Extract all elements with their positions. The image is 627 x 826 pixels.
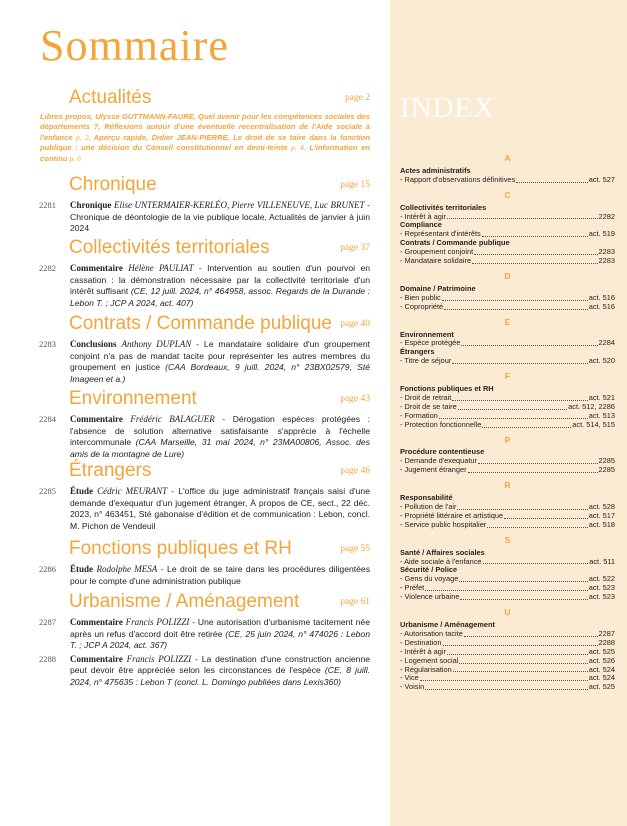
index-entry[interactable] [400,674,615,683]
article-text: - Une autorisation d'urbanisme tacitement née après un refus d'accord doit être retirée [70,617,370,639]
index-leader-dots [453,666,588,673]
index-category: Compliance [400,220,442,230]
article-text: - Intervention au soutien d'un pourvoi en cassation : la démonstration nécessaire par la collectivité territoriale d'un intérêt suffisant [70,263,370,297]
index-entry-label: - Destination [400,638,442,647]
section-header [0,460,390,484]
section [0,538,390,587]
index-entry-label: - Droit de retrait [400,393,452,402]
article-entry[interactable] [0,486,390,532]
article-kind: Conclusions [70,339,117,349]
index-category: Sécurité / Police [400,565,458,575]
article-body [70,263,370,309]
index-entry[interactable] [400,683,615,692]
article-author: Rodolphe MESA [96,564,158,574]
index-leader-dots [468,466,598,473]
index-entry[interactable] [400,294,615,303]
section-title[interactable]: Chronique [69,174,157,195]
article-entry[interactable] [0,200,390,235]
index-letter: E [504,316,511,327]
article-kind: Commentaire [70,263,123,273]
index-entry-ref: act. 518 [588,520,615,529]
index-entry-ref: act. 523 [588,593,615,602]
index-entry-label: - Logement social [400,656,459,665]
index-leader-dots [452,394,587,401]
actu-page-1: p. 2, [76,132,91,142]
article-number: 2288 [39,653,56,664]
index-entry[interactable] [400,248,615,257]
index-leader-dots [425,584,587,591]
index-entry[interactable] [400,357,615,366]
index-entry-ref: act. 526 [588,656,615,665]
section-header [0,174,390,198]
article-entry[interactable] [0,339,390,385]
index-leader-dots [443,639,598,646]
article-citation: (CE, 12 juill. 2024, n° 464958, assoc. Regards de la Durande : Lebon T. ; JCP A 2024, act. 407) [70,286,370,308]
index-letter: R [504,480,511,491]
index-entry[interactable] [400,666,615,675]
index-letter: D [504,270,511,281]
section-actualites [0,87,390,164]
index-leader-dots [472,257,597,264]
index-entry-label: - Protection fonctionnelle [400,420,482,429]
index-entry-label: - Service public hospitalier [400,520,487,529]
section-title[interactable]: Fonctions publiques et RH [69,538,292,559]
index-entry-label: - Rapport d'observations définitives [400,175,516,184]
section [0,591,390,689]
index-entry-label: - Vice [400,674,419,683]
article-body [70,654,370,689]
section-page: page 61 [340,597,370,607]
index-entry-label: - Demande d'exequatur [400,457,478,466]
article-text: - Dérogation espèces protégées : l'absence de solution alternative satisfaisante s'apprécie à l'échelle intercommunale [70,414,370,448]
article-body [70,414,370,460]
index-leader-dots [458,403,567,410]
article-author: Cédric MEURANT [97,486,168,496]
index-leader-dots [482,421,571,428]
index-leader-dots [516,176,587,183]
section [0,460,390,532]
article-body [70,339,370,385]
article-number: 2287 [39,617,56,627]
index-leader-dots [483,558,589,565]
index-entry-label: - Aide sociale à l'enfance [400,557,482,566]
index-category: Contrats / Commande publique [400,238,510,248]
index-entry-ref: act. 522 [588,575,615,584]
index-entry-label: - Copropriété [400,302,444,311]
index-entry-ref: act. 511 [589,557,615,566]
article-kind: Commentaire [70,414,123,424]
section-header [0,237,390,261]
article-author: Hélène PAULIAT [128,263,194,273]
index-entry-label: - Droit de se taire [400,402,457,411]
index-letter: P [504,434,511,445]
section-title[interactable]: Contrats / Commande publique [69,313,332,334]
index-entry[interactable] [400,521,615,530]
index-entry-ref: act. 524 [588,665,615,674]
article-text: - Le mandataire solidaire d'un groupement conjoint n'a pas de mandat tacite pour représenter les autres membres du groupement en justice [70,339,370,373]
section-page: page 15 [340,180,370,190]
article-number: 2282 [39,263,56,273]
section-header [0,87,390,111]
index-entry[interactable] [400,412,615,421]
index-entry-label: - Formation [400,411,438,420]
index-entry-ref: act. 525 [588,683,615,692]
index-entry[interactable] [400,630,615,639]
index-entry-ref: 2283 [598,257,615,266]
index-leader-dots [457,503,587,510]
index-entry-ref: act. 527 [588,175,615,184]
index-leader-dots [504,512,588,519]
index-entry[interactable] [400,176,615,185]
index-category: Actes administratifs [400,165,471,175]
index-entry[interactable] [400,593,615,602]
index-leader-dots [459,575,587,582]
index-entry-label: - Pollution de l'air [400,503,457,511]
article-author: Frédéric BALAGUER [130,414,215,424]
actualites-text [40,112,370,164]
article-entry[interactable] [0,414,390,460]
index-entry-ref: act. 516 [588,302,615,311]
index-entry-ref: 2285 [598,457,615,466]
index-letter: S [504,534,511,545]
index-entry-ref: act. 512, 2286 [568,402,615,411]
section-page: page 43 [340,394,370,404]
section [0,313,390,385]
article-author: Elise UNTERMAIER-KERLÉO, Pierre VILLENEUVE, Luc BRUNET [113,200,365,210]
article-entry[interactable] [0,564,390,587]
index-entry-ref: act. 524 [588,674,615,683]
index-entry-ref: 2284 [598,339,615,348]
article-text: - L'office du juge administratif français saisi d'une demande d'exequatur d'un jugement étranger, À propos de CE, sect., 22 déc. 2023, n° 463451, Sté gabonaise d'édition et de communication : Lebon, concl. M. Pichon de Vendeuil [70,486,370,531]
index-entry-label: - Titre de séjour [400,357,452,366]
index-leader-dots [447,213,598,220]
index-entry-label: - Gens du voyage [400,575,459,584]
index-entry[interactable] [400,303,615,312]
index-leader-dots [487,521,587,528]
index-category: Procédure contentieuse [400,447,485,457]
index-entry-label: - Jugement étranger [400,466,467,475]
index-entry-label: - Groupement conjoint [400,248,474,257]
actu-text-2: Aperçu rapide, Didier JEAN-PIERRE, Le droit de se taire dans la fonction publique : une décision du Conseil constitutionnel en demi-teinte [40,132,371,153]
index-leader-dots [447,648,588,655]
index-entry-ref: act. 514, 515 [572,420,615,429]
article-kind: Étude [70,486,94,496]
index-entry[interactable] [400,648,615,657]
article-entry[interactable] [0,654,390,689]
index-entry-label: - Propriété littéraire et artistique [400,511,504,520]
index-entry[interactable] [400,639,615,648]
actu-text-3: L'information en continu [40,143,370,163]
section-page: page 40 [340,319,370,329]
index-entry-label: - Violence urbaine [400,593,460,602]
index-category: Étrangers [400,347,435,357]
index-entry-label: - Espèce protégée [400,339,461,348]
section-title[interactable]: Urbanisme / Aménagement [69,591,300,612]
section-page: page 55 [340,544,370,554]
article-text: - La destination d'une construction ancienne peut devoir être appréciée selon les circonstances de l'espèce [70,653,370,676]
index-title: INDEX [400,92,496,124]
article-body [70,486,370,532]
article-number: 2283 [39,339,56,349]
index-entry-ref: act. 513 [588,411,615,420]
article-text: - Le droit de se taire dans les procédures diligentées pour le compte d'une administration publique [70,564,370,586]
article-citation: (CE, 25 juin 2024, n° 474026 : Lebon T. ; JCP A 2024, act. 367) [70,628,370,651]
article-number: 2285 [39,486,56,496]
index-entry-ref: 2282 [598,212,615,221]
section-header [0,591,390,615]
index-entry-label: - Autorisation tacite [400,629,463,638]
index-leader-dots [425,683,587,690]
section-title[interactable]: Collectivités territoriales [69,237,270,258]
index-letter: C [504,189,511,200]
section-page: page 46 [340,466,370,476]
article-number: 2284 [39,414,56,424]
index-category: Santé / Affaires sociales [400,547,485,557]
index-leader-dots [442,294,588,301]
index-entry-label: - Représentant d'intérêts [400,230,481,239]
index-category: Responsabilité [400,493,453,503]
index-entry[interactable] [400,394,615,403]
index-entry-ref: 2288 [598,638,615,647]
index-entry[interactable] [400,575,615,584]
index-entry[interactable] [400,584,615,593]
index-category: Fonctions publiques et RH [400,384,494,394]
article-author: Francis POLIZZI [126,653,192,664]
index-entry-ref: 2285 [598,466,615,475]
index-entry[interactable] [400,457,615,466]
page-title: Sommaire [40,21,229,70]
index-category: Collectivités territoriales [400,202,487,212]
index-entry[interactable] [400,257,615,266]
index-entry-label: - Préfet [400,584,425,593]
index-entry-ref: 2287 [598,629,615,638]
index-entry-label: - Intérêt à agir [400,647,447,656]
index-leader-dots [482,230,588,237]
article-kind: Commentaire [70,617,123,627]
section-header [0,388,390,412]
article-entry[interactable] [0,263,390,309]
article-citation: (CE, 8 juill. 2024, n° 475635 : Lebon T (concl. L. Domingo publiées dans Lexis360) [70,665,370,687]
article-kind: Chronique [70,200,112,210]
index-leader-dots [460,593,587,600]
section-title[interactable]: Étrangers [69,460,152,481]
index-entry-ref: act. 517 [588,511,615,520]
article-body [70,200,370,235]
article-entry[interactable] [0,617,390,652]
index-entry-label: - Bien public [400,293,441,302]
index-list [400,148,615,692]
actu-page-3: p. 6 [69,153,81,163]
index-leader-dots [461,339,597,346]
index-leader-dots [444,303,588,310]
index-entry-ref: 2283 [598,248,615,257]
index-leader-dots [464,630,598,637]
section-page: page 2 [344,93,370,103]
article-text: - Chronique de déontologie de la vie publique locale, Actualités de janvier à juin 2024 [70,200,371,234]
section-title[interactable]: Actualités [69,87,152,108]
index-entry-label: - Intérêt à agir [400,212,447,221]
index-leader-dots [420,674,588,681]
index-category: Environnement [400,329,454,339]
section [0,388,390,460]
section-title[interactable]: Environnement [69,388,197,409]
index-entry[interactable] [400,512,615,521]
index-category: Urbanisme / Aménagement [400,619,496,629]
index-leader-dots [474,248,597,255]
index-entry[interactable] [400,403,615,412]
index-leader-dots [459,657,587,664]
index-entry-label: - Mandataire solidaire [400,257,472,266]
index-column [390,0,627,826]
index-letter: A [504,153,511,163]
index-entry-ref: act. 520 [588,357,615,366]
index-entry-ref: act. 521 [588,393,615,402]
article-body [70,564,370,587]
index-leader-dots [452,357,587,364]
index-entry-ref: act. 528 [588,503,615,511]
index-leader-dots [478,457,598,464]
index-entry[interactable] [400,657,615,666]
section-header [0,538,390,562]
index-entry-ref: act. 523 [588,584,615,593]
article-author: Anthony DUPLAN [121,339,192,349]
index-entry[interactable] [400,466,615,475]
index-letter: F [504,371,511,382]
article-number: 2281 [39,200,56,210]
section-page: page 37 [340,243,370,253]
index-entry[interactable] [400,503,615,512]
article-citation: (CAA Bordeaux, 9 juill. 2024, n° 23BX02579, Sté Imageen et a.) [70,362,370,384]
index-letter: U [504,607,511,618]
actu-page-2: p. 4, [291,143,306,153]
index-leader-dots [439,412,588,419]
index-entry-ref: act. 516 [588,293,615,302]
article-kind: Commentaire [70,653,123,664]
section [0,237,390,309]
article-author: Francis POLIZZI [125,617,190,627]
index-entry[interactable] [400,421,615,430]
section-header [0,313,390,337]
section [0,174,390,235]
actu-text-1: Libres propos, Ulysse GUTTMANN-FAURE, Quel avenir pour les compétences sociales des départements ?, Réflexions autour d'une éventuelle recentralisation de l'Aide sociale à l'enfance [40,112,370,142]
index-category: Domaine / Patrimoine [400,283,476,293]
index-entry-ref: act. 525 [588,647,615,656]
index-entry-label: - Voisin [400,683,425,692]
article-citation: (CAA Marseille, 31 mai 2024, n° 23MA00806, Assoc. des amis de la montagne de Lure) [70,437,371,459]
article-body [70,617,370,652]
index-entry-label: - Régularisation [400,665,452,674]
index-entry-ref: act. 519 [588,230,615,239]
article-number: 2286 [39,564,56,574]
article-kind: Étude [70,564,94,574]
